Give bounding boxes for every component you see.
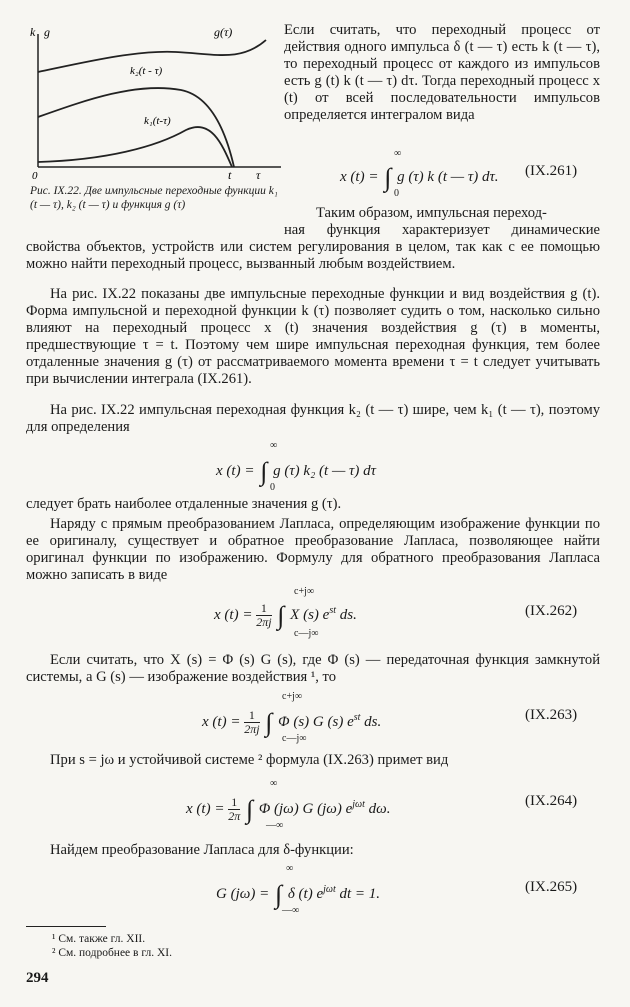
eq-lower-limit: —∞ [266, 820, 284, 831]
axis-label-g: g [44, 25, 50, 39]
eq-fraction [244, 709, 259, 736]
fraction-denominator: 2πj [256, 615, 272, 630]
paragraph-8: При s = jω и устойчивой системе ² формула (IX.263) примет вид [50, 752, 449, 768]
label-g-tau: g(τ) [214, 25, 233, 39]
paragraph-6: Наряду с прямым преобразованием Лапласа, определяющим изображение функции по ее оригиналу, существует и обратное преобразование Лапласа, позволяющее найти оригинал функции по изображению. Формулу для обратного преобразования Лапласа можно записать в виде [26, 516, 600, 583]
eq-tail: dt = 1. [335, 886, 381, 902]
eq-number-262: (IX.262) [525, 603, 578, 619]
label-t: t [228, 168, 232, 182]
paragraph-1: Если считать, что переходный процесс от действия одного импульса δ (t — τ) есть k (t — τ), то переходный процесс от каждого из импульсов есть g (t) k (t — τ) dτ. Тогда переходный процесс x (t) от всей последовательности импульсов определяется интегралом вида [284, 22, 600, 123]
paragraph-5: следует брать наиболее отдаленные значения g (τ). [26, 496, 342, 512]
figure-caption: Рис. IX.22. Две импульсные переходные функции k₁ (t — τ), k₂ (t — τ) и функция g (τ) [30, 185, 278, 211]
footnote-rule [26, 926, 106, 927]
eq-rhs: g (τ) k (t — τ) dτ. [397, 169, 499, 185]
eq-lower-limit: c—j∞ [294, 628, 319, 639]
eq-lower-limit: 0 [394, 188, 399, 199]
integral-sign: ∫ [260, 457, 268, 486]
eq-fraction [228, 796, 240, 823]
eq-lower-limit: 0 [270, 482, 275, 493]
eq-lhs: x (t) = [186, 801, 225, 817]
eq-rhs: Φ (s) G (s) e [278, 714, 354, 730]
eq-superscript: jωt [323, 884, 336, 895]
integral-sign: ∫ [265, 708, 273, 737]
eq-lhs: x (t) = [340, 169, 379, 185]
equation-ix265 [216, 863, 381, 916]
paragraph-2b: ная функция характеризует динамические свойства объектов, устройств или систем регулирования в целом, так как с ее помощью можно найти переходный процесс, вызванный любым воздействием. [26, 222, 600, 272]
page-number: 294 [26, 970, 49, 986]
equation-ix261 [340, 148, 499, 199]
eq-lhs: x (t) = [202, 714, 241, 730]
eq-upper-limit: ∞ [286, 863, 294, 874]
fraction-numerator: 1 [228, 796, 240, 810]
eq-number-265: (IX.265) [525, 879, 578, 895]
equation-ix264 [186, 778, 391, 831]
eq-lower-limit: —∞ [282, 905, 300, 916]
equation-unnumbered [216, 440, 377, 493]
eq-number-263: (IX.263) [525, 707, 578, 723]
label-k1: k₁(t-τ) [144, 115, 171, 127]
eq-tail: ds. [336, 607, 357, 623]
eq-rhs: δ (t) e [287, 886, 324, 902]
figure-ix22 [26, 22, 286, 182]
paragraph-3: На рис. IX.22 показаны две импульсные переходные функции и вид воздействия g (t). Форма импульсной и переходной функции k (τ) позволяет судить о том, насколько сильно влияют на переходный процесс x (t) значения воздействия g (τ) в моменты, предшествующие τ = t. Поэтому чем шире импульсная переходная функция, тем более отдаленные значения g (τ) от рассматриваемого момента времени τ = t следует учитывать при вычислении интеграла (IX.261). [26, 286, 600, 387]
fraction-denominator: 2πj [244, 722, 260, 737]
eq-superscript: jωt [352, 799, 365, 810]
eq-number-261: (IX.261) [525, 163, 578, 179]
eq-lower-limit: c—j∞ [282, 733, 307, 744]
footnote-1: ¹ См. также гл. XII. [52, 933, 146, 945]
eq-fraction [256, 602, 271, 629]
eq-upper-limit: ∞ [394, 148, 402, 159]
fraction-numerator: 1 [256, 602, 271, 616]
paragraph-7: Если считать, что X (s) = Φ (s) G (s), где Φ (s) — передаточная функция замкнутой системы, а G (s) — изображение воздействия ¹, то [26, 652, 600, 685]
label-tau-axis: τ [256, 168, 261, 182]
integral-sign: ∫ [277, 601, 285, 630]
eq-rhs: X (s) e [290, 607, 330, 623]
eq-lhs: x (t) = [216, 463, 255, 479]
equation-ix263 [202, 691, 382, 744]
integral-sign: ∫ [274, 880, 283, 909]
eq-upper-limit: c+j∞ [294, 586, 314, 597]
curve-k1 [38, 127, 232, 167]
eq-superscript: st [329, 605, 336, 616]
fraction-denominator: 2π [228, 809, 241, 824]
label-k2: k₂(t - τ) [130, 65, 163, 77]
eq-lhs: x (t) = [214, 607, 253, 623]
paragraph-9: Найдем преобразование Лапласа для δ-функции: [50, 842, 354, 858]
eq-number-264: (IX.264) [525, 793, 578, 809]
footnote-2: ² См. подробнее в гл. XI. [52, 947, 172, 959]
fraction-numerator: 1 [244, 709, 259, 723]
eq-upper-limit: c+j∞ [282, 691, 302, 702]
eq-rhs: g (τ) k₂ (t — τ) dτ [273, 463, 377, 479]
equation-ix262 [214, 586, 357, 639]
paragraph-4: На рис. IX.22 импульсная переходная функция k₂ (t — τ) шире, чем k₁ (t — τ), поэтому для определения [26, 402, 600, 435]
eq-tail: ds. [360, 714, 382, 730]
eq-lhs: G (jω) = [216, 886, 270, 902]
integral-sign: ∫ [245, 795, 254, 824]
eq-upper-limit: ∞ [270, 440, 278, 451]
label-origin: 0 [32, 170, 38, 182]
paragraph-2a: Таким образом, импульсная переход- [316, 205, 547, 221]
integral-sign: ∫ [384, 163, 392, 192]
eq-upper-limit: ∞ [270, 778, 278, 789]
eq-tail: dω. [364, 801, 391, 817]
eq-rhs: Φ (jω) G (jω) e [258, 801, 353, 817]
eq-superscript: st [353, 712, 361, 723]
axis-label-k: k [30, 25, 36, 39]
